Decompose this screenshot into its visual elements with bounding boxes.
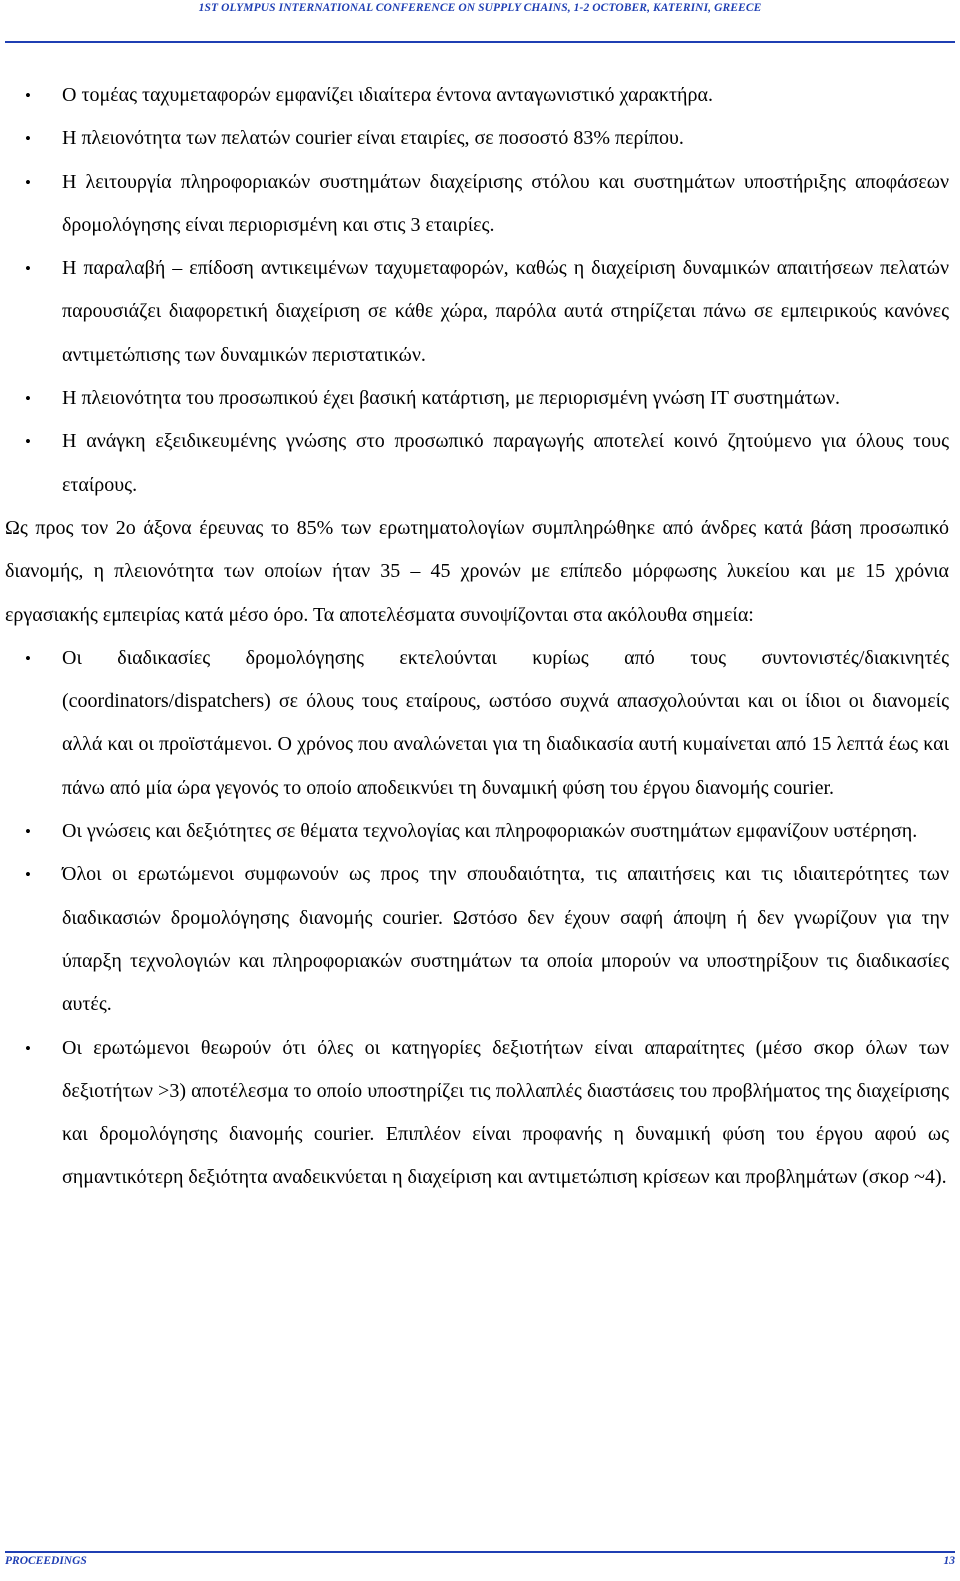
list-item	[5, 117, 949, 160]
list-item-text: Η ανάγκη εξειδικευμένης γνώσης στο προσωπικό παραγωγής αποτελεί κοινό ζητούμενο για όλους τους εταίρους.	[62, 430, 949, 496]
list-item	[5, 637, 949, 810]
footer-proceedings-label: PROCEEDINGS	[5, 1555, 87, 1567]
list-item-text: Η λειτουργία πληροφοριακών συστημάτων διαχείρισης στόλου και συστημάτων υποστήριξης αποφάσεων δρομολόγησης είναι περιορισμένη και στις 3 εταιρίες.	[62, 170, 949, 236]
list-item	[5, 161, 949, 248]
list-item	[5, 853, 949, 1026]
bullet-icon: •	[25, 1038, 31, 1058]
footer-rule	[5, 1551, 955, 1553]
bullet-icon: •	[25, 86, 31, 105]
bullet-icon: •	[25, 389, 31, 409]
conference-header: 1ST OLYMPUS INTERNATIONAL CONFERENCE ON SUPPLY CHAINS, 1-2 OCTOBER, KATERINI, GREECE	[198, 2, 762, 14]
header-rule	[5, 41, 955, 43]
list-item	[5, 420, 949, 507]
bullet-icon: •	[25, 129, 31, 149]
list-item	[5, 1027, 949, 1200]
bullet-list-findings-2	[5, 637, 949, 1200]
list-item	[5, 247, 949, 377]
bullet-icon: •	[25, 432, 31, 452]
list-item	[5, 810, 949, 853]
list-item-text: Οι γνώσεις και δεξιότητες σε θέματα τεχνολογίας και πληροφοριακών συστημάτων εμφανίζουν υστέρηση.	[62, 820, 918, 843]
list-item-text: Η πλειονότητα του προσωπικού έχει βασική κατάρτιση, με περιορισμένη γνώση IT συστημάτων.	[62, 387, 840, 410]
bullet-icon: •	[25, 865, 31, 885]
list-item-text: Οι ερωτώμενοι θεωρούν ότι όλες οι κατηγορίες δεξιοτήτων είναι απαραίτητες (μέσο σκορ όλων των δεξιοτήτων >3) αποτέλεσμα το οποίο υποστηρίζει τις πολλαπλές διαστάσεις του προβλήματος της διαχείρισης και δρομολόγησης διανομής courier. Επιπλέον είναι προφανής η δυναμική φύση του έργου αφού ως σημαντικότερη δεξιότητα αναδεικνύεται η διαχείριση και αντιμετώπιση κρίσεων και προβλημάτων (σκορ ~4).	[62, 1036, 949, 1189]
list-item-text: Η πλειονότητα των πελατών courier είναι εταιρίες, σε ποσοστό 83% περίπου.	[62, 127, 684, 150]
list-item	[5, 74, 949, 117]
body-paragraph: Ως προς τον 2ο άξονα έρευνας το 85% των ερωτηματολογίων συμπληρώθηκε από άνδρες κατά βάση προσωπικό διανομής, η πλειονότητα των οποίων ήταν 35 – 45 χρονών με επίπεδο μόρφωσης λυκείου και με 15 χρόνια εργασιακής εμπειρίας κατά μέσο όρο. Τα αποτελέσματα συνοψίζονται στα ακόλουθα σημεία:	[5, 516, 949, 626]
bullet-list-findings-1	[5, 74, 949, 507]
bullet-icon: •	[25, 822, 31, 842]
bullet-icon: •	[25, 172, 31, 192]
bullet-icon: •	[25, 259, 31, 279]
list-item-text: Οι διαδικασίες δρομολόγησης εκτελούνται κυρίως από τους συντονιστές/διακινητές (coordinators/dispatchers) σε όλους τους εταίρους, ωστόσο συχνά απασχολούνται και οι ίδιοι οι διανομείς αλλά και οι προϊστάμενοι. Ο χρόνος που αναλώνεται για τη διαδικασία αυτή κυμαίνεται από 15 λεπτά έως και πάνω από μία ώρα γεγονός το οποίο αποδεικνύει τη δυναμική φύση του έργου διανομής courier.	[62, 646, 949, 799]
list-item-text: Η παραλαβή – επίδοση αντικειμένων ταχυμεταφορών, καθώς η διαχείριση δυναμικών απαιτήσεων πελατών παρουσιάζει διαφορετική διαχείριση σε κάθε χώρα, παρόλα αυτά στηρίζεται πάνω σε εμπειρικούς κανόνες αντιμετώπισης των δυναμικών περιστατικών.	[62, 257, 949, 366]
list-item	[5, 377, 949, 420]
list-item-text: Ο τομέας ταχυμεταφορών εμφανίζει ιδιαίτερα έντονα ανταγωνιστικό χαρακτήρα.	[62, 84, 713, 106]
page-body	[5, 74, 949, 1200]
list-item-text: Όλοι οι ερωτώμενοι συμφωνούν ως προς την σπουδαιότητα, τις απαιτήσεις και τις ιδιαιτερότητες των διαδικασιών δρομολόγησης διανομής courier. Ωστόσο δεν έχουν σαφή άποψη ή δεν γνωρίζουν για την ύπαρξη τεχνολογιών και πληροφοριακών συστημάτων τα οποία μπορούν να υποστηρίξουν τις διαδικασίες αυτές.	[62, 863, 949, 1016]
bullet-icon: •	[25, 648, 31, 668]
page-number: 13	[943, 1555, 955, 1567]
